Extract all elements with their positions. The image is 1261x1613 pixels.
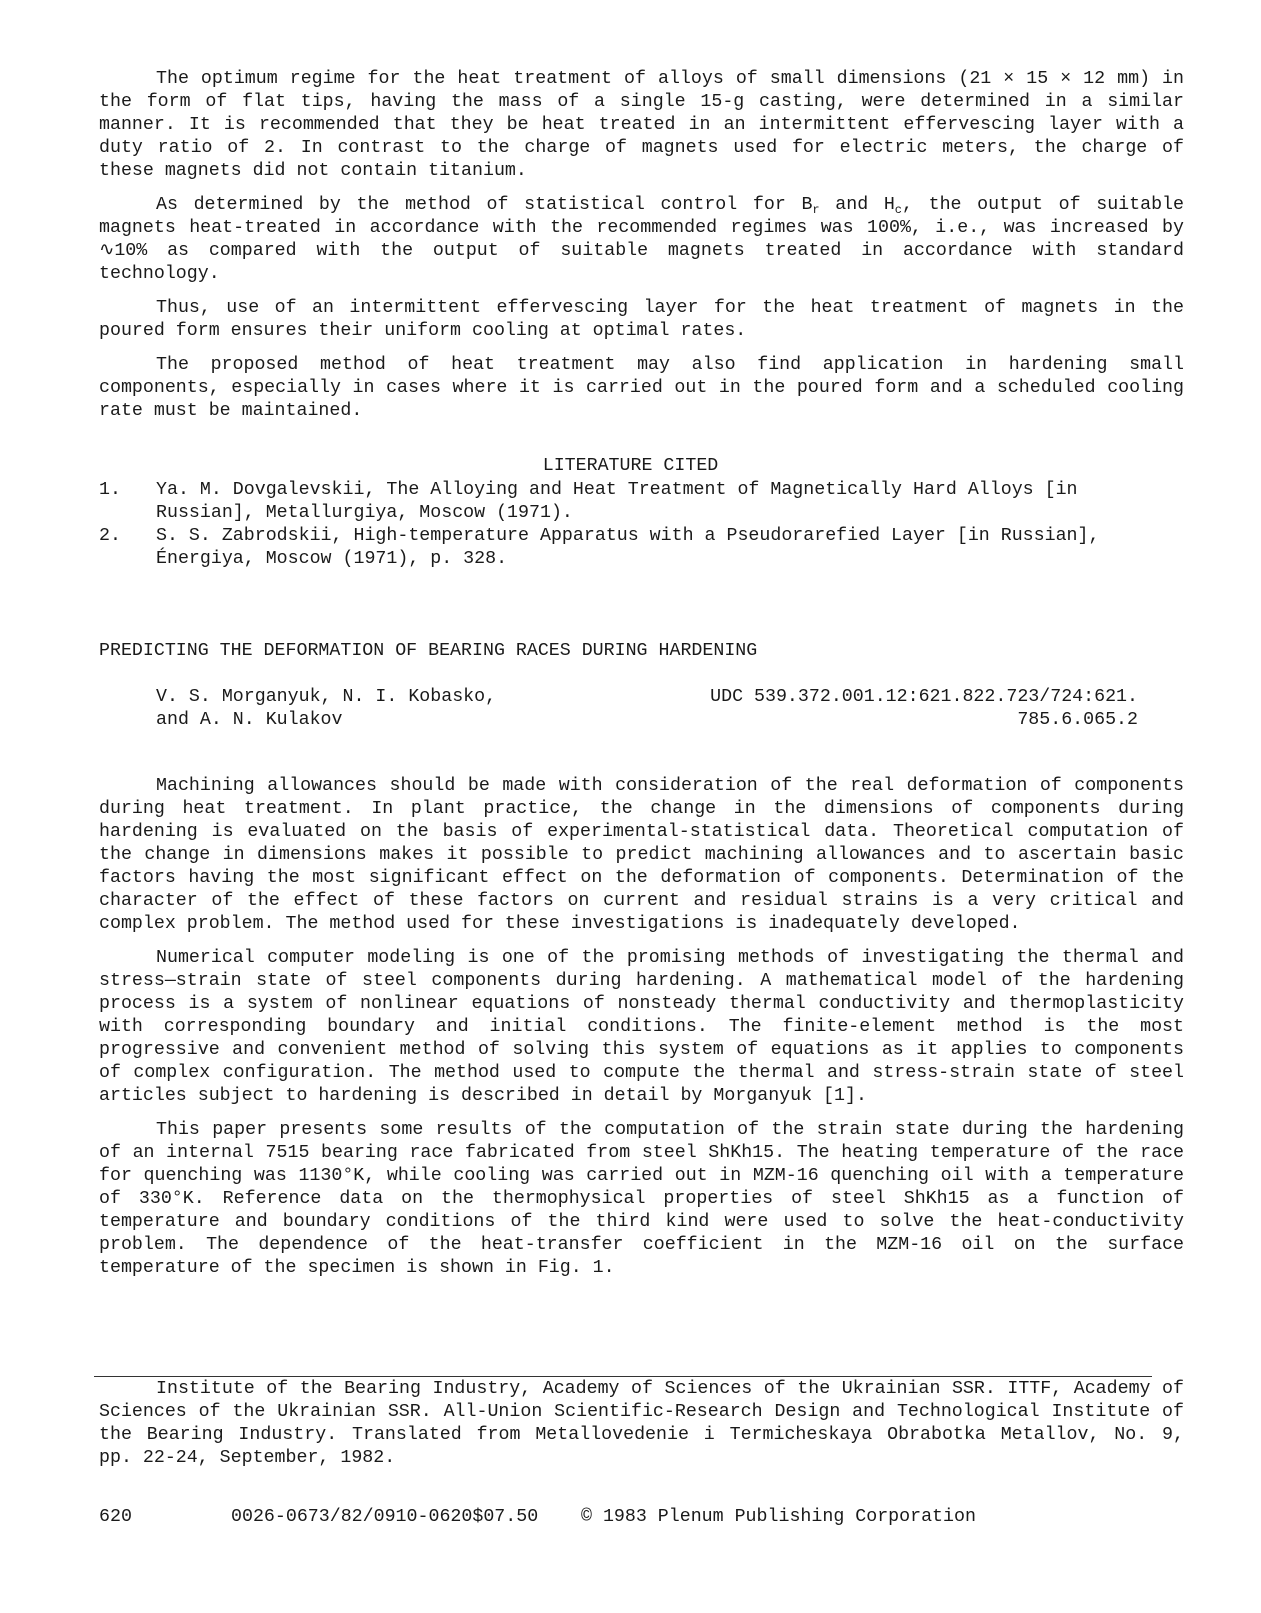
copyright-notice: © 1983 Plenum Publishing Corporation (581, 1507, 976, 1527)
body-paragraph-3: This paper presents some results of the computation of the strain state during the hardening of an internal 7515 bearing race fabricated from steel ShKh15. The heating temperature of the race for quenching was 1130°K, while cooling was carried out in MZM-16 quenching oil with a temperature of 330°K. Reference data on the thermophysical properties of steel ShKh15 as a function of temperature and boundary conditions of the third kind were used to solve the heat-conductivity problem. The dependence of the heat-transfer coefficient in the MZM-16 oil on the surface temperature of the specimen is shown in Fig. 1. (99, 1120, 1184, 1278)
reference-text: Ya. M. Dovgalevskii, The Alloying and Heat Treatment of Magnetically Hard Alloys [in Russian], Metallurgiya, Moscow (1971). (156, 480, 1078, 523)
udc-line: 785.6.065.2 (1017, 710, 1138, 730)
authors-block (156, 686, 536, 732)
intro-paragraph-3: Thus, use of an intermittent effervescing layer for the heat treatment of magnets in the poured form ensures their uniform cooling at optimal rates. (99, 298, 1184, 341)
para2-before: As determined by the method of statistical control for B (156, 195, 813, 215)
reference-item (99, 479, 1184, 525)
article-code: 0026-0673/82/0910-0620$07.50 (231, 1507, 539, 1527)
br-subscript: r (812, 203, 820, 217)
authors-line: and A. N. Kulakov (156, 710, 343, 730)
reference-number: 2. (99, 526, 121, 546)
intro-paragraph-4: The proposed method of heat treatment may also find application in hardening small components, especially in cases where it is carried out in the poured form and a scheduled cooling rate must be maintained. (99, 355, 1184, 421)
para2-mid: and H (819, 195, 895, 215)
authors-line: V. S. Morganyuk, N. I. Kobasko, (156, 687, 497, 707)
article-body (99, 775, 1184, 1291)
hc-subscript: c (894, 203, 902, 217)
body-paragraph-1: Machining allowances should be made with consideration of the real deformation of components during heat treatment. In plant practice, the change in the dimensions of components during hardening is evaluated on the basis of experimental-statistical data. Theoretical computation of the change in dimensions makes it possible to predict machining allowances and to ascertain basic factors having the most significant effect on the deformation of components. Determination of the character of the effect of these factors on current and residual strains is a very critical and complex problem. The method used for these investigations is inadequately developed. (99, 776, 1184, 934)
udc-line: UDC 539.372.001.12:621.822.723/724:621. (710, 687, 1138, 707)
reference-text: S. S. Zabrodskii, High-temperature Apparatus with a Pseudorarefied Layer [in Russian], Énergiya, Moscow (1971), p. 328. (156, 526, 1100, 569)
body-paragraph-2: Numerical computer modeling is one of the promising methods of investigating the thermal and stress—strain state of steel components during hardening. A mathematical model of the hardening process is a system of nonlinear equations of nonsteady thermal conductivity and thermoplasticity with corresponding boundary and initial conditions. The finite-element method is the most progressive and convenient method of solving this system of equations as it applies to components of complex configuration. The method used to compute the thermal and stress-strain state of steel articles subject to hardening is described in detail by Morganyuk [1]. (99, 948, 1184, 1106)
intro-section (99, 68, 1184, 434)
reference-number: 1. (99, 480, 121, 500)
article-title: PREDICTING THE DEFORMATION OF BEARING RACES DURING HARDENING (99, 641, 758, 661)
para2-after: , the output of suitable magnets heat-treated in accordance with the recommended regimes was 100%, i.e., was increased by ∿10% as compared with the output of suitable magnets treated in accordance with standard technology. (99, 195, 1184, 284)
intro-paragraph-2 (99, 194, 1184, 286)
reference-list (99, 479, 1184, 571)
reference-item (99, 525, 1184, 571)
udc-classification (660, 686, 1138, 732)
page-number: 620 (99, 1507, 132, 1527)
page-footer (99, 1506, 1184, 1530)
literature-cited-heading: LITERATURE CITED (542, 456, 719, 476)
intro-paragraph-1: The optimum regime for the heat treatment of alloys of small dimensions (21 × 15 × 12 mm) in the form of flat tips, having the mass of a single 15-g casting, were determined in a similar manner. It is recommended that they be heat treated in an intermittent effervescing layer with a duty ratio of 2. In contrast to the charge of magnets used for electric meters, the charge of these magnets did not contain titanium. (99, 69, 1184, 181)
footnote-text: Institute of the Bearing Industry, Academy of Sciences of the Ukrainian SSR. ITTF, Academy of Sciences of the Ukrainian SSR. All-Union Scientific-Research Design and Technological Institute of the Bearing Industry. Translated from Metallovedenie i Termicheskaya Obrabotka Metallov, No. 9, pp. 22-24, September, 1982. (99, 1379, 1184, 1468)
footnote (99, 1378, 1184, 1470)
footnote-divider (94, 1376, 1152, 1377)
